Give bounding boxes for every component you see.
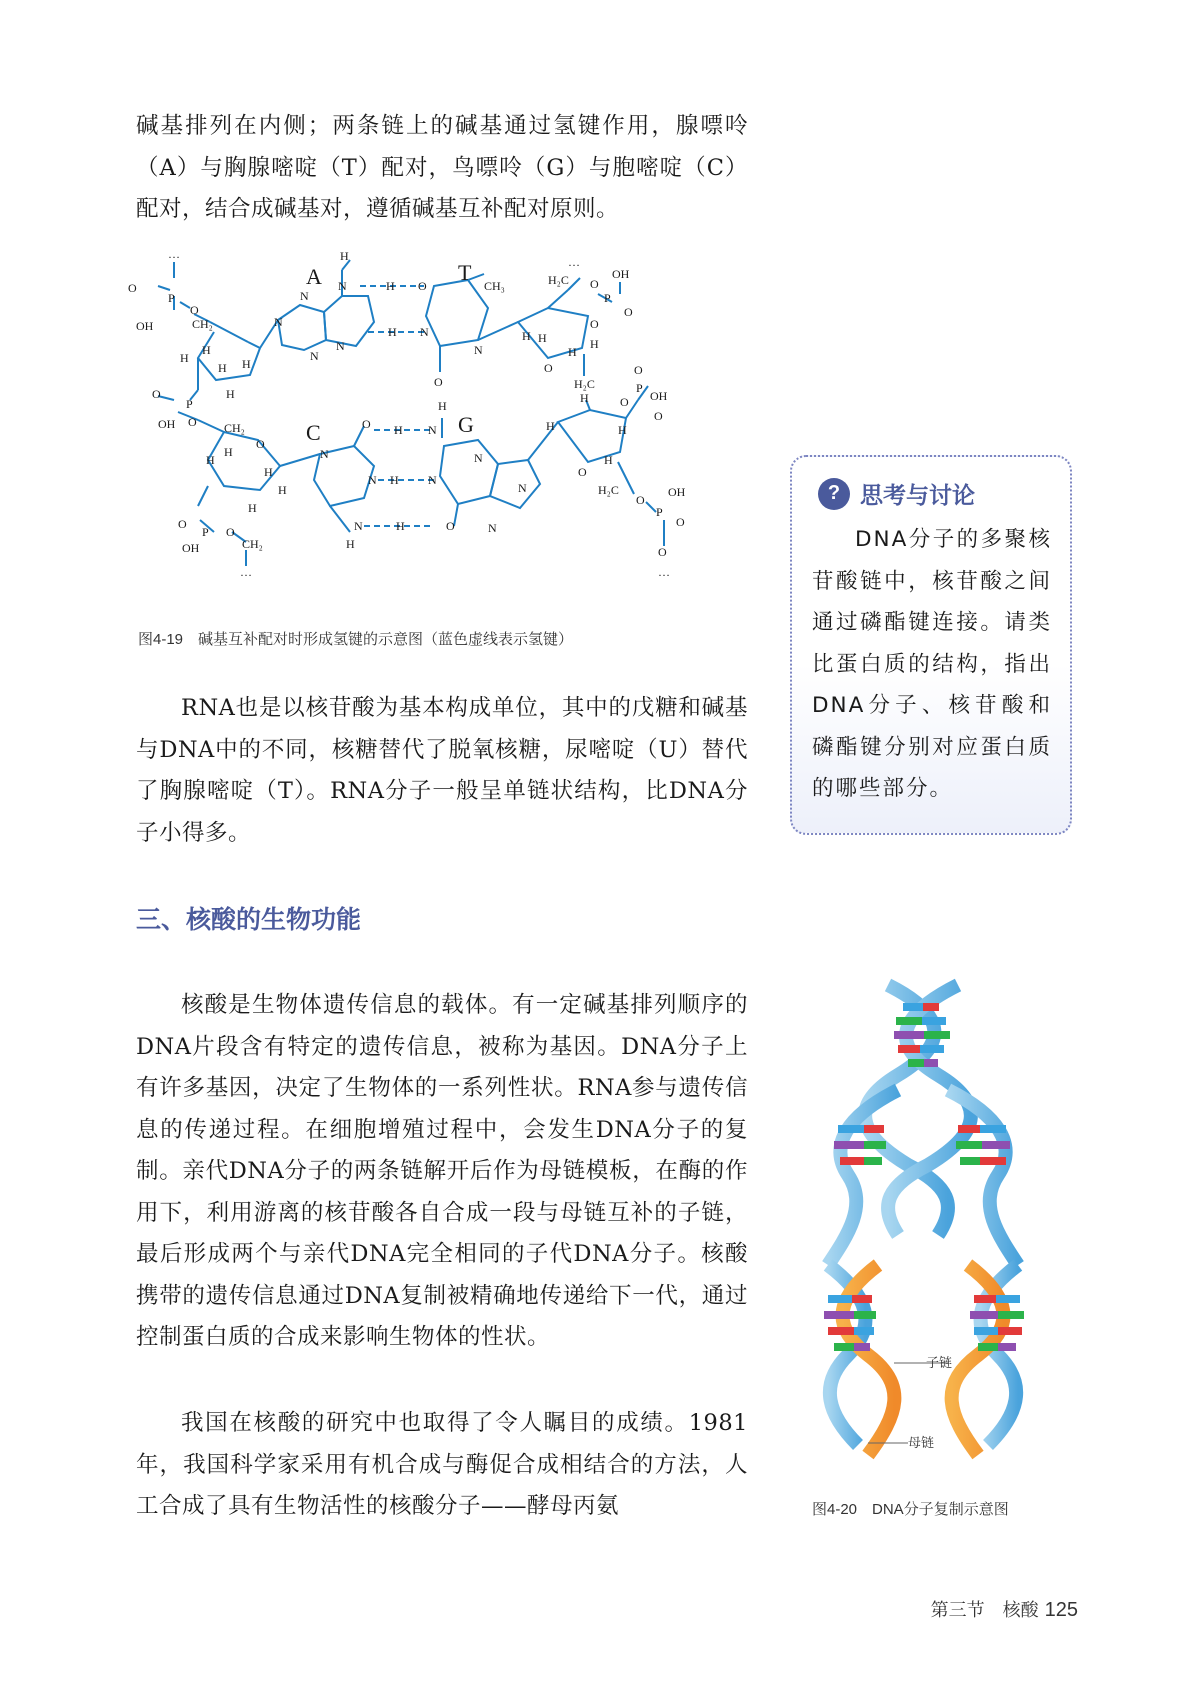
figure-dna-replication — [808, 975, 1038, 1495]
label-mother-strand: 母链 — [908, 1435, 935, 1450]
page-footer — [931, 1596, 1078, 1622]
svg-text:CH₃: CH₃ — [484, 279, 505, 293]
svg-text:O: O — [676, 515, 685, 529]
svg-text:OH: OH — [612, 267, 630, 281]
figure-4-19-caption: 图4-19 碱基互补配对时形成氢键的示意图（蓝色虚线表示氢键） — [138, 631, 574, 648]
svg-text:H: H — [226, 387, 235, 401]
svg-text:OH: OH — [158, 417, 176, 431]
svg-text:P: P — [604, 291, 611, 305]
svg-text:H: H — [604, 453, 613, 467]
svg-text:H: H — [346, 537, 355, 551]
svg-text:H₂C: H₂C — [548, 273, 569, 287]
paragraph-3: 核酸是生物体遗传信息的载体。有一定碱基排列顺序的DNA片段含有特定的遗传信息，被称为基因。DNA分子上有许多基因，决定了生物体的一系列性状。RNA参与遗传信息的传递过程。在细胞增殖过程中，会发生DNA分子的复制。亲代DNA分子的两条链解开后作为母链模板，在酶的作用下，利用游离的核苷酸各自合成一段与母链互补的子链，最后形成两个与亲代DNA完全相同的子代DNA分子。核酸携带的遗传信息通过DNA复制被精确地传递给下一代，通过控制蛋白质的合成来影响生物体的性状。 — [136, 992, 748, 1350]
svg-text:O: O — [590, 277, 599, 291]
svg-text:H: H — [396, 519, 405, 533]
fork-strand-left — [828, 1090, 898, 1265]
svg-text:CH₂: CH₂ — [192, 317, 213, 331]
svg-text:N: N — [310, 349, 319, 363]
svg-text:H: H — [522, 329, 531, 343]
svg-text:N: N — [474, 451, 483, 465]
discussion-box — [790, 455, 1072, 835]
svg-text:H: H — [264, 465, 273, 479]
svg-text:O: O — [362, 417, 371, 431]
svg-text:CH₂: CH₂ — [242, 537, 263, 551]
svg-text:O: O — [178, 517, 187, 531]
svg-text:OH: OH — [136, 319, 154, 333]
svg-text:O: O — [446, 519, 455, 533]
svg-text:H: H — [248, 501, 257, 515]
svg-text:O: O — [226, 525, 235, 539]
svg-text:O: O — [658, 545, 667, 559]
svg-text:…: … — [568, 255, 580, 269]
svg-text:P: P — [656, 505, 663, 519]
base-label-a: A — [306, 264, 322, 289]
svg-text:N: N — [368, 473, 377, 487]
svg-text:H: H — [390, 473, 399, 487]
svg-text:H: H — [206, 453, 215, 467]
svg-text:O: O — [590, 317, 599, 331]
svg-text:O: O — [434, 375, 443, 389]
svg-text:H: H — [224, 445, 233, 459]
svg-text:H: H — [568, 345, 577, 359]
svg-text:O: O — [188, 415, 197, 429]
svg-text:N: N — [420, 325, 429, 339]
svg-text:N: N — [428, 423, 437, 437]
svg-text:N: N — [474, 343, 483, 357]
svg-text:…: … — [240, 565, 252, 579]
svg-text:P: P — [168, 291, 175, 305]
svg-text:O: O — [190, 303, 199, 317]
svg-text:H: H — [590, 337, 599, 351]
question-icon: ? — [818, 478, 850, 510]
svg-text:CH₂: CH₂ — [224, 421, 245, 435]
svg-text:O: O — [544, 361, 553, 375]
section-heading: 三、核酸的生物功能 — [136, 906, 362, 934]
svg-text:…: … — [658, 565, 670, 579]
svg-text:O: O — [620, 395, 629, 409]
paragraph-1: 碱基排列在内侧；两条链上的碱基通过氢键作用，腺嘌呤（A）与胸腺嘧啶（T）配对，鸟嘌呤（G）与胞嘧啶（C）配对，结合成碱基对，遵循碱基互补配对原则。 — [136, 113, 748, 222]
svg-text:H: H — [438, 399, 447, 413]
footer-section: 第三节 核酸 — [930, 1600, 1039, 1620]
base-label-c: C — [306, 420, 321, 445]
svg-text:N: N — [428, 473, 437, 487]
svg-text:OH: OH — [668, 485, 686, 499]
svg-text:H: H — [388, 325, 397, 339]
fork-strand-right — [948, 1090, 1018, 1265]
svg-text:O: O — [636, 493, 645, 507]
figure-base-pairing — [128, 250, 728, 590]
middle-base-pairs — [834, 1125, 1010, 1165]
discussion-title — [818, 477, 975, 510]
discussion-title-text: 思考与讨论 — [860, 482, 975, 508]
svg-text:H₂C: H₂C — [598, 483, 619, 497]
svg-text:H: H — [278, 483, 287, 497]
discussion-body: DNA分子的多聚核苷酸链中，核苷酸之间通过磷酯键连接。请类比蛋白质的结构，指出DNA分子、核苷酸和磷酯键分别对应蛋白质的哪些部分。 — [812, 527, 1052, 801]
svg-text:H: H — [580, 391, 589, 405]
structure-lines — [158, 260, 664, 566]
svg-text:O: O — [654, 409, 663, 423]
svg-text:O: O — [418, 279, 427, 293]
svg-text:N: N — [320, 447, 329, 461]
svg-text:N: N — [274, 315, 283, 329]
svg-text:H: H — [386, 279, 395, 293]
svg-text:…: … — [168, 250, 180, 261]
svg-text:H: H — [538, 331, 547, 345]
svg-text:H: H — [202, 343, 211, 357]
label-daughter-strand: 子链 — [926, 1355, 953, 1370]
svg-text:N: N — [336, 339, 345, 353]
svg-text:P: P — [186, 397, 193, 411]
base-label-g: G — [458, 412, 474, 437]
svg-text:OH: OH — [650, 389, 668, 403]
base-label-t: T — [458, 260, 472, 285]
svg-text:P: P — [636, 381, 643, 395]
svg-text:N: N — [354, 519, 363, 533]
figure-4-20-caption: 图4-20 DNA分子复制示意图 — [812, 1501, 1009, 1518]
svg-text:N: N — [518, 481, 527, 495]
svg-text:H: H — [546, 419, 555, 433]
svg-text:N: N — [488, 521, 497, 535]
svg-text:N: N — [300, 289, 309, 303]
svg-text:OH: OH — [182, 541, 200, 555]
svg-text:O: O — [634, 363, 643, 377]
svg-text:H: H — [340, 250, 349, 263]
svg-text:H: H — [394, 423, 403, 437]
svg-text:H: H — [618, 423, 627, 437]
svg-text:O: O — [624, 305, 633, 319]
svg-text:O: O — [152, 387, 161, 401]
svg-text:P: P — [202, 525, 209, 539]
svg-text:O: O — [128, 281, 137, 295]
svg-text:H: H — [180, 351, 189, 365]
svg-text:O: O — [256, 437, 265, 451]
svg-text:H: H — [218, 361, 227, 375]
svg-text:O: O — [578, 465, 587, 479]
paragraph-2: RNA也是以核苷酸为基本构成单位，其中的戊糖和碱基与DNA中的不同，核糖替代了脱氧核糖，尿嘧啶（U）替代了胸腺嘧啶（T）。RNA分子一般呈单链状结构，比DNA分子小得多。 — [136, 695, 748, 846]
svg-text:N: N — [338, 279, 347, 293]
page-number: 125 — [1044, 1599, 1078, 1621]
paragraph-4: 我国在核酸的研究中也取得了令人瞩目的成绩。1981年，我国科学家采用有机合成与酶促合成相结合的方法，人工合成了具有生物活性的核酸分子——酵母丙氨 — [136, 1410, 748, 1519]
svg-text:H: H — [242, 357, 251, 371]
svg-text:H₂C: H₂C — [574, 377, 595, 391]
